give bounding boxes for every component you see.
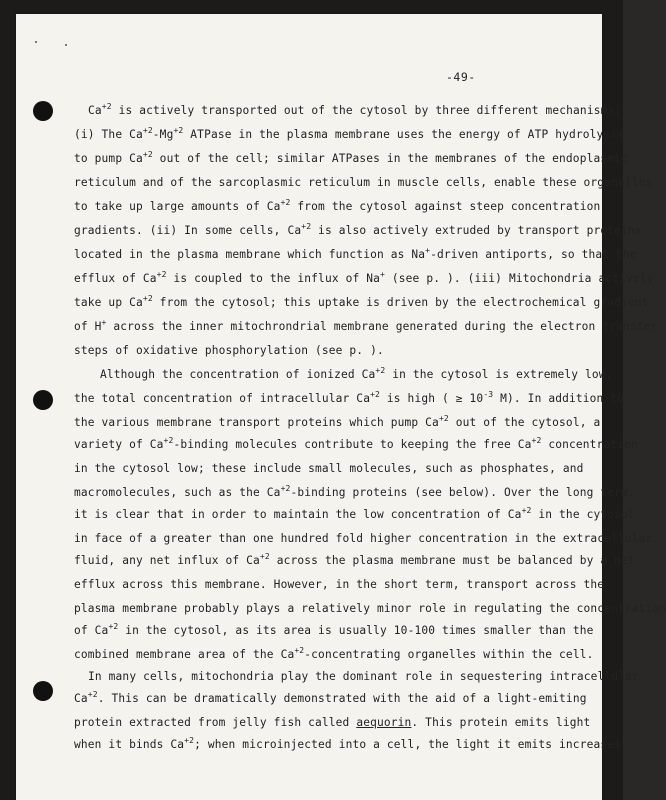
text-run: plasma membrane probably plays a relatively minor role in regulating the concentration: [74, 602, 666, 615]
text-run: efflux across this membrane. However, in the short term, transport across the: [74, 578, 605, 591]
text-run: -concentrating organelles within the cell.: [304, 648, 594, 661]
text-run: of H: [74, 320, 102, 333]
text-line: [100, 368, 613, 381]
text-run: in face of a greater than one hundred fold higher concentration in the extracellular: [74, 532, 653, 545]
text-run: fluid, any net influx of Ca: [74, 554, 260, 567]
text-line: [74, 554, 635, 567]
superscript: +2: [375, 366, 386, 375]
text-run: in the cytosol: [531, 508, 635, 521]
text-run: Ca: [88, 104, 102, 117]
text-line: [74, 692, 587, 705]
text-run: out of the cell; similar ATPases in the membranes of the endoplasmic: [152, 152, 628, 165]
superscript: +2: [142, 294, 153, 303]
superscript: +2: [101, 102, 112, 111]
text-line: [74, 716, 590, 729]
text-run: across the inner mitochrondrial membrane generated during the electron transfer: [106, 320, 658, 333]
text-line: [74, 416, 600, 429]
text-run: is also actively extruded by transport proteins: [311, 224, 642, 237]
text-run: Although the concentration of ionized Ca: [100, 368, 376, 381]
text-line: [74, 128, 624, 141]
text-run: M). In addition to: [493, 392, 625, 405]
page-number: -49-: [446, 70, 476, 84]
text-line: [74, 532, 652, 545]
superscript: +2: [521, 506, 532, 515]
superscript: +2: [142, 126, 153, 135]
text-line: [74, 200, 600, 213]
text-line: [74, 508, 635, 521]
text-line: [74, 624, 593, 637]
text-run: it is clear that in order to maintain the low concentration of Ca: [74, 508, 522, 521]
text-line: [74, 392, 624, 405]
text-run: concentration: [541, 438, 638, 451]
text-run: (see p. ). (iii) Mitochondria actively: [385, 272, 654, 285]
text-line: [74, 248, 637, 261]
text-line: [88, 670, 639, 683]
text-run: across the plasma membrane must be balanced by a net: [269, 554, 635, 567]
superscript: +2: [531, 436, 542, 445]
text-line: [74, 272, 654, 285]
text-line: [74, 462, 584, 475]
scan-speck: [65, 44, 67, 46]
text-run: take up Ca: [74, 296, 143, 309]
superscript: +2: [294, 646, 305, 655]
text-run: efflux of Ca: [74, 272, 157, 285]
superscript: +2: [184, 736, 195, 745]
text-run: ATPase in the plasma membrane uses the energy of ATP hydrolysis: [183, 128, 625, 141]
superscript: +2: [142, 150, 153, 159]
text-run: combined membrane area of the Ca: [74, 648, 295, 661]
superscript: +2: [259, 552, 270, 561]
text-run: . This can be dramatically demonstrated with the aid of a light-emiting: [97, 692, 587, 705]
text-run: macromolecules, such as the Ca: [74, 486, 281, 499]
text-run: from the cytosol; this uptake is driven by the electrochemical gradient: [152, 296, 649, 309]
text-run: when it binds Ca: [74, 738, 185, 751]
superscript: +2: [173, 126, 184, 135]
superscript: +: [425, 246, 431, 255]
text-run: is coupled to the influx of Na: [166, 272, 381, 285]
text-run: Ca: [74, 692, 88, 705]
text-line: [74, 438, 638, 451]
text-run: protein extracted from jelly fish called: [74, 716, 357, 729]
text-run: to take up large amounts of Ca: [74, 200, 281, 213]
scan-border-top: [0, 0, 623, 14]
text-line: [74, 486, 635, 499]
scan-speck: [35, 41, 37, 43]
text-run: -driven antiports, so that the: [430, 248, 637, 261]
text-line: [74, 602, 666, 615]
text-run: steps of oxidative phosphorylation (see p. ).: [74, 344, 384, 357]
underlined-term: aequorin: [356, 716, 412, 729]
text-run: . This protein emits light: [411, 716, 591, 729]
text-run: In many cells, mitochondria play the dominant role in sequestering intracellular: [88, 670, 639, 683]
text-run: from the cytosol against steep concentration: [290, 200, 601, 213]
superscript: +: [101, 318, 107, 327]
text-run: the total concentration of intracellular Ca: [74, 392, 371, 405]
superscript: +2: [370, 390, 381, 399]
text-run: located in the plasma membrane which function as Na: [74, 248, 426, 261]
superscript: -3: [483, 390, 494, 399]
text-run: is high ( ≥ 10: [380, 392, 484, 405]
superscript: +: [380, 270, 385, 279]
text-line: [74, 152, 628, 165]
text-line: [74, 648, 593, 661]
superscript: +2: [108, 622, 119, 631]
superscript: +2: [280, 198, 291, 207]
text-run: the various membrane transport proteins which pump Ca: [74, 416, 439, 429]
text-run: in the cytosol is extremely low,: [385, 368, 613, 381]
text-run: variety of Ca: [74, 438, 164, 451]
text-run: in the cytosol low; these include small molecules, such as phosphates, and: [74, 462, 584, 475]
text-line: [74, 344, 384, 357]
text-run: ; when microinjected into a cell, the light it emits increases: [194, 738, 622, 751]
text-run: to pump Ca: [74, 152, 143, 165]
superscript: +2: [301, 222, 312, 231]
text-run: of Ca: [74, 624, 109, 637]
punch-hole-icon: [33, 101, 53, 121]
superscript: +2: [87, 690, 98, 699]
punch-hole-icon: [33, 390, 53, 410]
superscript: +2: [438, 414, 449, 423]
text-line: [74, 176, 652, 189]
text-line: [74, 296, 649, 309]
text-run: -Mg: [152, 128, 174, 141]
text-run: in the cytosol, as its area is usually 10-100 times smaller than the: [118, 624, 594, 637]
text-run: reticulum and of the sarcoplasmic reticulum in muscle cells, enable these organelles: [74, 176, 653, 189]
superscript: +2: [163, 436, 174, 445]
text-line: [74, 578, 604, 591]
text-run: out of the cytosol, a: [448, 416, 601, 429]
text-run: gradients. (ii) In some cells, Ca: [74, 224, 302, 237]
punch-hole-icon: [33, 681, 53, 701]
text-line: [74, 224, 642, 237]
text-run: -binding molecules contribute to keeping the free Ca: [173, 438, 532, 451]
text-line: [74, 320, 657, 333]
text-run: -binding proteins (see below). Over the long term,: [290, 486, 635, 499]
superscript: +2: [156, 270, 167, 279]
text-line: [88, 104, 621, 117]
text-run: (i) The Ca: [74, 128, 143, 141]
scan-border-left: [0, 0, 16, 800]
text-line: [74, 738, 621, 751]
text-run: is actively transported out of the cytosol by three different mechanisms:: [111, 104, 622, 117]
superscript: +2: [280, 484, 291, 493]
